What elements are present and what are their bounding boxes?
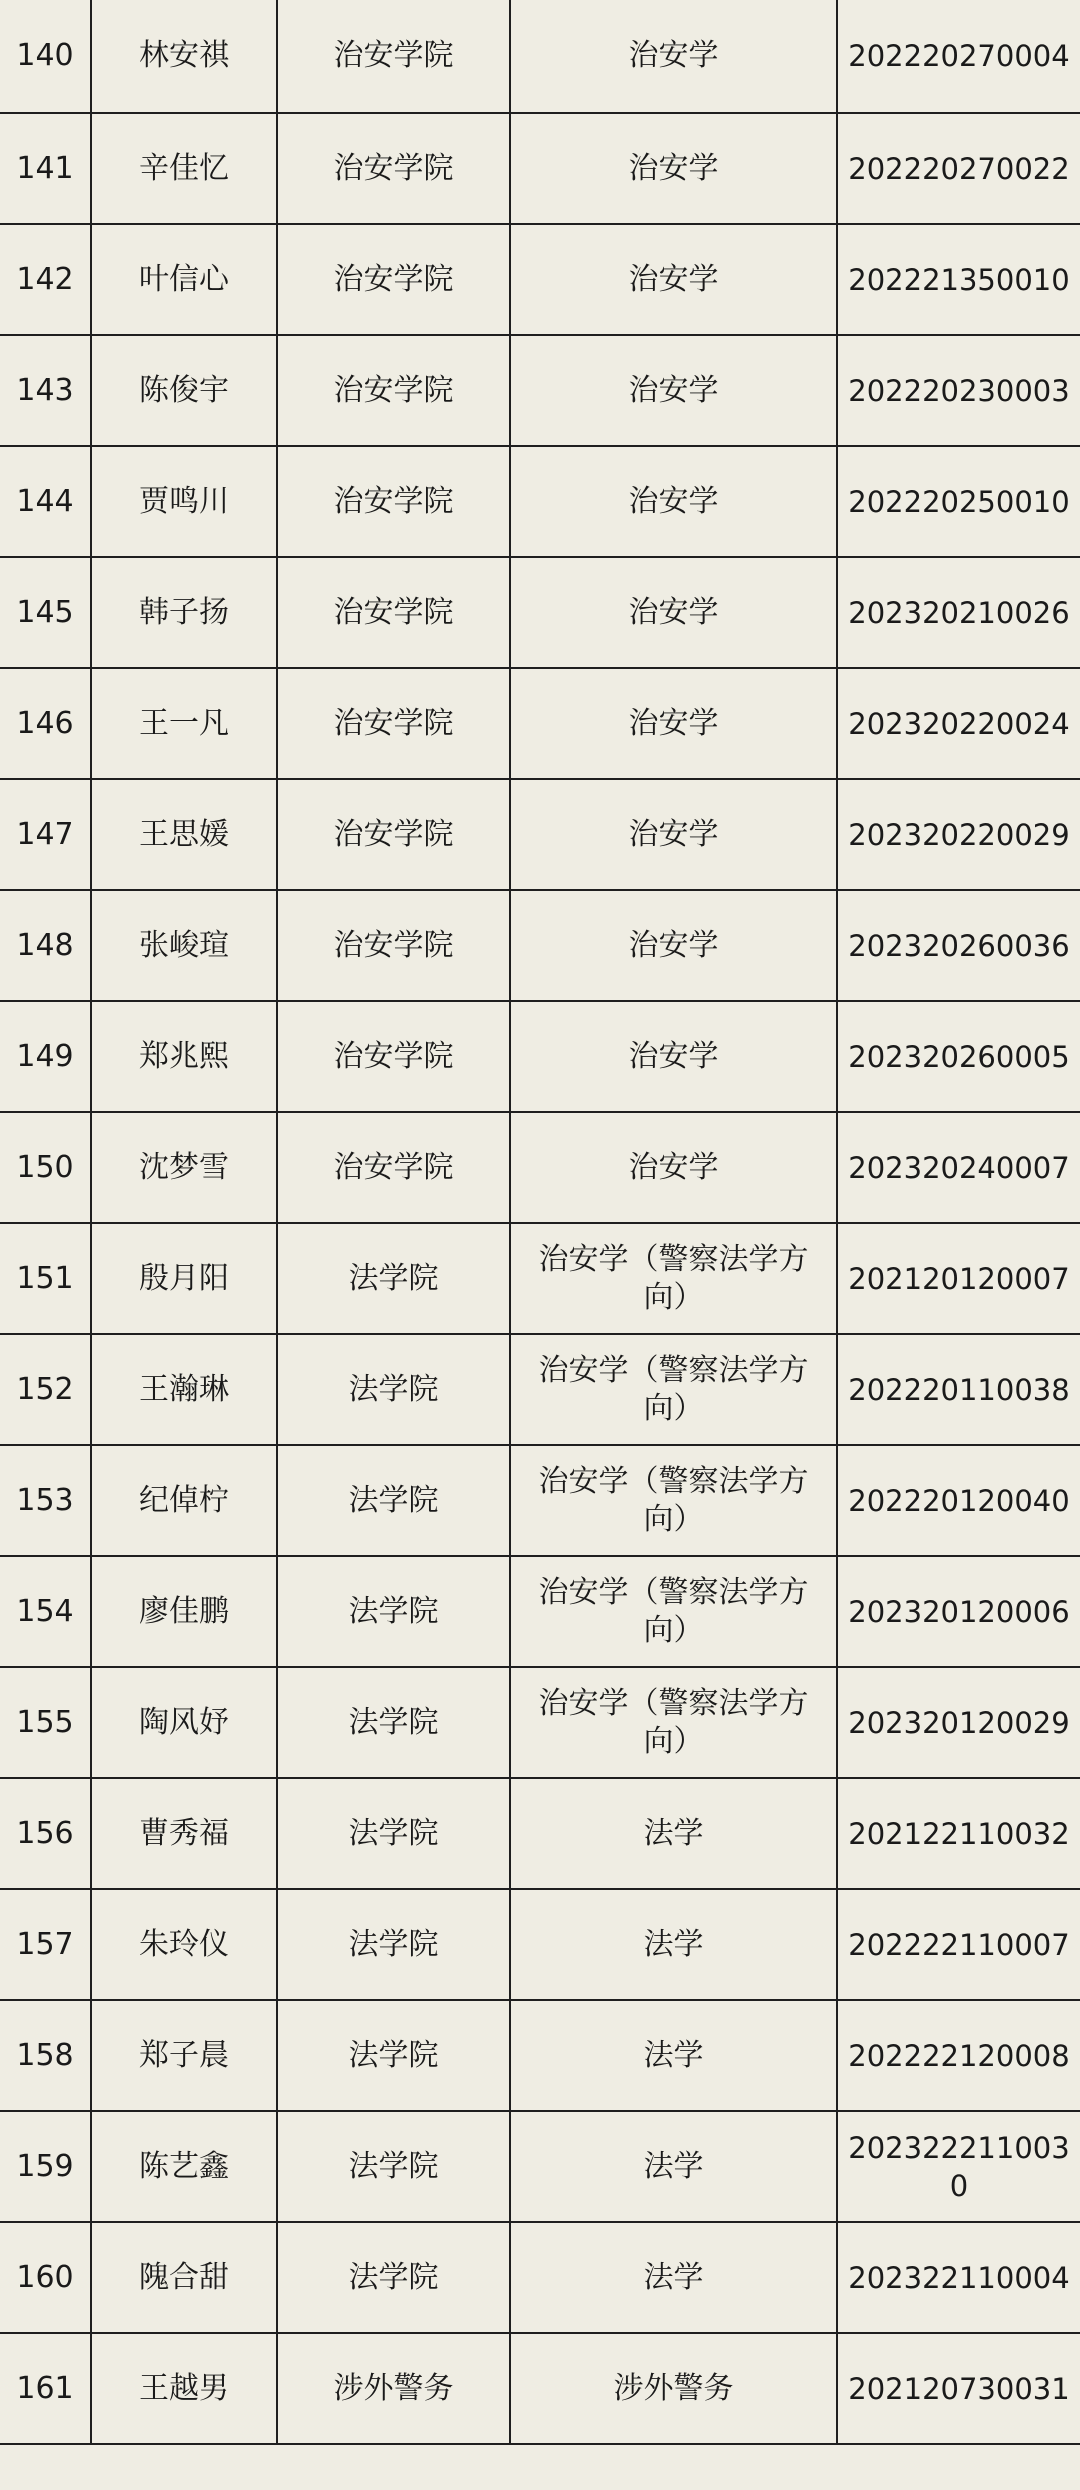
cell-college: 治安学院 <box>277 335 510 446</box>
cell-number: 158 <box>0 2000 91 2111</box>
table-row <box>0 1556 1080 1667</box>
cell-number: 143 <box>0 335 91 446</box>
cell-number: 140 <box>0 0 91 113</box>
cell-major: 涉外警务 <box>510 2333 837 2444</box>
cell-major: 治安学（警察法学方向） <box>510 1445 837 1556</box>
table-row <box>0 1001 1080 1112</box>
cell-college: 法学院 <box>277 2222 510 2333</box>
table-row <box>0 335 1080 446</box>
cell-college: 法学院 <box>277 1556 510 1667</box>
table-row <box>0 779 1080 890</box>
cell-student-id: 202220270004 <box>837 0 1080 113</box>
cell-name: 曹秀福 <box>91 1778 277 1889</box>
cell-student-id: 202220250010 <box>837 446 1080 557</box>
cell-major: 治安学 <box>510 668 837 779</box>
table-row <box>0 2111 1080 2222</box>
cell-student-id: 202220120040 <box>837 1445 1080 1556</box>
cell-name: 殷月阳 <box>91 1223 277 1334</box>
cell-number: 146 <box>0 668 91 779</box>
cell-student-id: 202120120007 <box>837 1223 1080 1334</box>
cell-name: 朱玲仪 <box>91 1889 277 2000</box>
cell-college: 法学院 <box>277 1223 510 1334</box>
cell-name: 王思媛 <box>91 779 277 890</box>
table-row <box>0 113 1080 224</box>
cell-name: 贾鸣川 <box>91 446 277 557</box>
cell-college: 法学院 <box>277 2000 510 2111</box>
cell-major: 治安学（警察法学方向） <box>510 1334 837 1445</box>
cell-student-id: 202220270022 <box>837 113 1080 224</box>
cell-name: 叶信心 <box>91 224 277 335</box>
table-row <box>0 224 1080 335</box>
table-row <box>0 2000 1080 2111</box>
cell-name: 王瀚琳 <box>91 1334 277 1445</box>
table-row <box>0 446 1080 557</box>
cell-number: 147 <box>0 779 91 890</box>
cell-name: 纪倬柠 <box>91 1445 277 1556</box>
cell-number: 152 <box>0 1334 91 1445</box>
cell-student-id: 202320120006 <box>837 1556 1080 1667</box>
table-row <box>0 2222 1080 2333</box>
cell-major: 治安学（警察法学方向） <box>510 1667 837 1778</box>
cell-major: 治安学 <box>510 890 837 1001</box>
cell-college: 法学院 <box>277 1778 510 1889</box>
cell-major: 治安学 <box>510 113 837 224</box>
cell-major: 法学 <box>510 2222 837 2333</box>
cell-student-id: 202222120008 <box>837 2000 1080 2111</box>
cell-major: 治安学 <box>510 0 837 113</box>
cell-name: 林安祺 <box>91 0 277 113</box>
cell-college: 治安学院 <box>277 668 510 779</box>
cell-student-id: 202320220029 <box>837 779 1080 890</box>
cell-name: 陈俊宇 <box>91 335 277 446</box>
cell-college: 治安学院 <box>277 113 510 224</box>
cell-major: 治安学 <box>510 779 837 890</box>
table-row <box>0 1223 1080 1334</box>
table-row <box>0 1667 1080 1778</box>
cell-number: 141 <box>0 113 91 224</box>
cell-student-id: 202320120029 <box>837 1667 1080 1778</box>
table-row <box>0 0 1080 113</box>
cell-major: 治安学 <box>510 224 837 335</box>
cell-college: 法学院 <box>277 2111 510 2222</box>
table-row <box>0 668 1080 779</box>
cell-college: 治安学院 <box>277 779 510 890</box>
cell-student-id: 202122110032 <box>837 1778 1080 1889</box>
table-row <box>0 2333 1080 2444</box>
cell-college: 治安学院 <box>277 1112 510 1223</box>
cell-name: 王一凡 <box>91 668 277 779</box>
table-row <box>0 1778 1080 1889</box>
cell-student-id: 202222110007 <box>837 1889 1080 2000</box>
cell-student-id: 202320240007 <box>837 1112 1080 1223</box>
cell-student-id: 2023222110030 <box>837 2111 1080 2222</box>
cell-name: 陶风妤 <box>91 1667 277 1778</box>
cell-student-id: 202220230003 <box>837 335 1080 446</box>
cell-major: 治安学 <box>510 446 837 557</box>
cell-major: 治安学 <box>510 1112 837 1223</box>
cell-major: 法学 <box>510 2000 837 2111</box>
cell-number: 159 <box>0 2111 91 2222</box>
cell-student-id: 202120730031 <box>837 2333 1080 2444</box>
cell-name: 王越男 <box>91 2333 277 2444</box>
cell-college: 治安学院 <box>277 224 510 335</box>
cell-number: 149 <box>0 1001 91 1112</box>
cell-number: 151 <box>0 1223 91 1334</box>
table-row <box>0 1445 1080 1556</box>
cell-student-id: 202320260036 <box>837 890 1080 1001</box>
cell-name: 隗合甜 <box>91 2222 277 2333</box>
cell-number: 153 <box>0 1445 91 1556</box>
cell-major: 治安学（警察法学方向） <box>510 1556 837 1667</box>
cell-name: 郑子晨 <box>91 2000 277 2111</box>
cell-number: 155 <box>0 1667 91 1778</box>
cell-number: 144 <box>0 446 91 557</box>
cell-number: 154 <box>0 1556 91 1667</box>
cell-college: 治安学院 <box>277 0 510 113</box>
table-row <box>0 1889 1080 2000</box>
cell-student-id: 202320220024 <box>837 668 1080 779</box>
cell-name: 郑兆熙 <box>91 1001 277 1112</box>
cell-student-id: 202320260005 <box>837 1001 1080 1112</box>
cell-college: 法学院 <box>277 1445 510 1556</box>
cell-college: 涉外警务 <box>277 2333 510 2444</box>
cell-number: 142 <box>0 224 91 335</box>
cell-number: 145 <box>0 557 91 668</box>
table-row <box>0 1334 1080 1445</box>
cell-student-id: 202320210026 <box>837 557 1080 668</box>
table-row <box>0 557 1080 668</box>
cell-student-id: 202322110004 <box>837 2222 1080 2333</box>
cell-major: 治安学（警察法学方向） <box>510 1223 837 1334</box>
cell-major: 治安学 <box>510 557 837 668</box>
cell-major: 法学 <box>510 2111 837 2222</box>
cell-name: 沈梦雪 <box>91 1112 277 1223</box>
cell-number: 150 <box>0 1112 91 1223</box>
cell-number: 160 <box>0 2222 91 2333</box>
table-row <box>0 890 1080 1001</box>
cell-name: 张峻瑄 <box>91 890 277 1001</box>
cell-college: 法学院 <box>277 1667 510 1778</box>
cell-major: 法学 <box>510 1778 837 1889</box>
cell-number: 156 <box>0 1778 91 1889</box>
cell-major: 治安学 <box>510 335 837 446</box>
cell-major: 法学 <box>510 1889 837 2000</box>
cell-college: 法学院 <box>277 1889 510 2000</box>
cell-student-id: 202220110038 <box>837 1334 1080 1445</box>
cell-name: 廖佳鹏 <box>91 1556 277 1667</box>
cell-name: 韩子扬 <box>91 557 277 668</box>
cell-college: 法学院 <box>277 1334 510 1445</box>
cell-number: 157 <box>0 1889 91 2000</box>
cell-number: 148 <box>0 890 91 1001</box>
cell-name: 陈艺鑫 <box>91 2111 277 2222</box>
table-row <box>0 1112 1080 1223</box>
cell-name: 辛佳忆 <box>91 113 277 224</box>
cell-number: 161 <box>0 2333 91 2444</box>
cell-college: 治安学院 <box>277 1001 510 1112</box>
cell-major: 治安学 <box>510 1001 837 1112</box>
cell-college: 治安学院 <box>277 446 510 557</box>
cell-college: 治安学院 <box>277 890 510 1001</box>
cell-student-id: 202221350010 <box>837 224 1080 335</box>
cell-college: 治安学院 <box>277 557 510 668</box>
